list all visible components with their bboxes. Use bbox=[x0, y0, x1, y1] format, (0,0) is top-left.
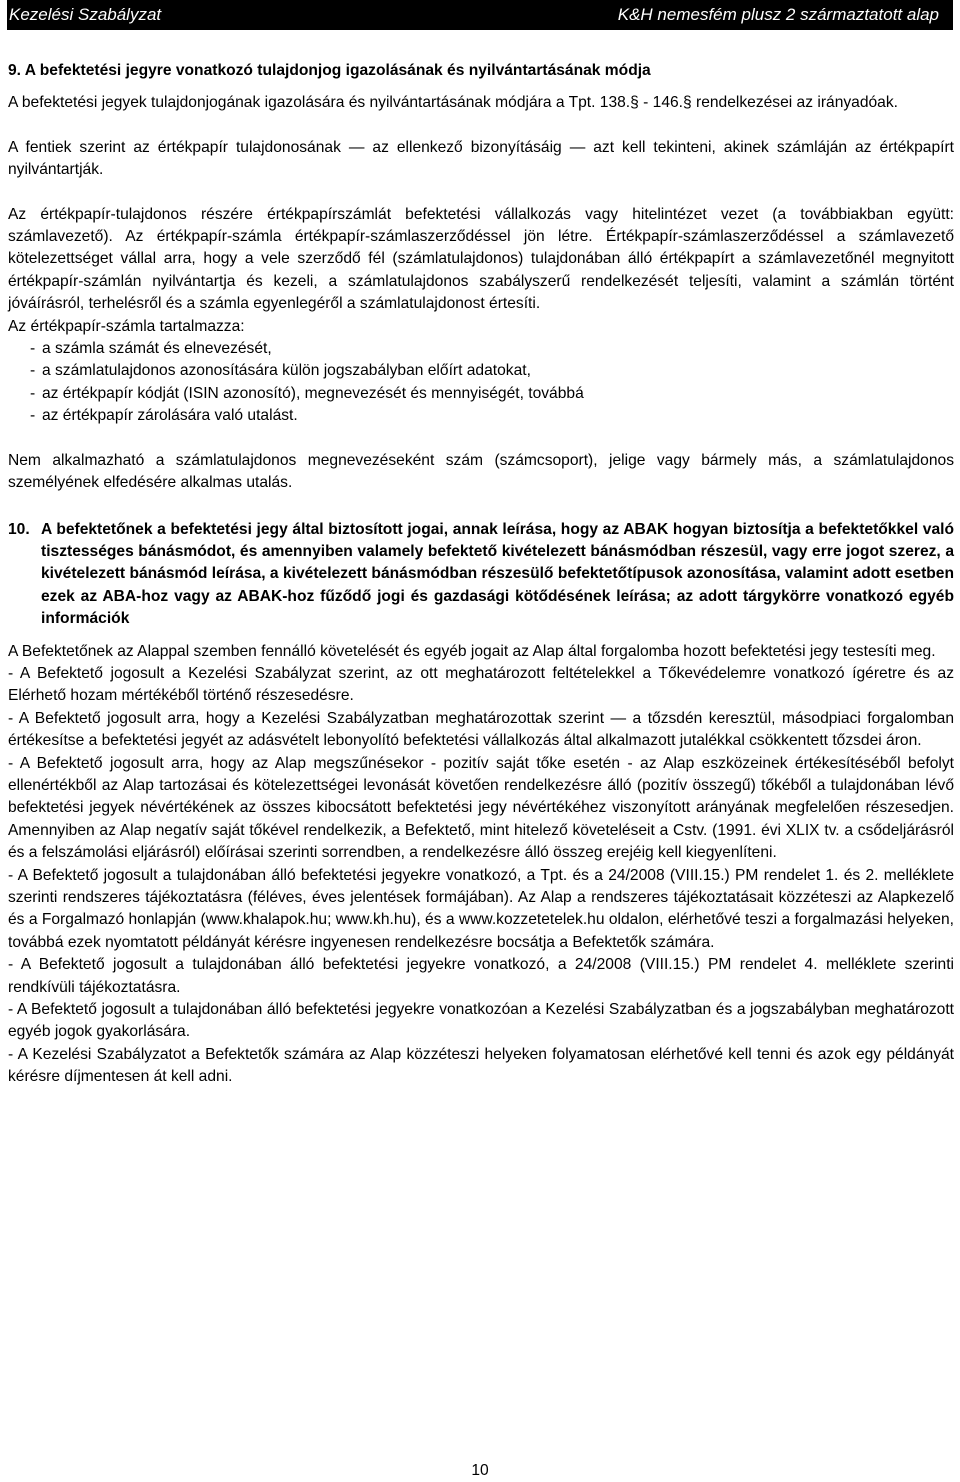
list-dash: - bbox=[30, 407, 36, 425]
section-10-number: 10. bbox=[8, 520, 30, 538]
rights-bullet: - A Befektető jogosult arra, hogy a Kezelési Szabályzatban meghatározottak szerint — a tőzsdén keresztül, másodpiaci forgalomban értékesítse a befektetési jegyét az adásvételt lebonyolító befektetési vállalkozás által alkalmazott jutalékkal csökkentett tőzsdei áron. bbox=[8, 709, 954, 750]
rights-bullet: - A Befektető jogosult a tulajdonában álló befektetési jegyekre vonatkozó, a 24/2008 (VIII.15.) PM rendelet 4. melléklete szerinti rendkívüli tájékoztatásra. bbox=[8, 956, 954, 996]
section-9-heading: 9. A befektetési jegyre vonatkozó tulajdonjog igazolásának és nyilvántartásának módja bbox=[8, 62, 651, 79]
rights-bullet: - A Befektető jogosult a tulajdonában álló befektetési jegyekre vonatkozóan a Kezelési Szabályzatban és a jogszabályban meghatározott egyéb jogok gyakorlására. bbox=[8, 1001, 954, 1041]
section-9-paragraph-5: Nem alkalmazható a számlatulajdonos megnevezéseként szám (számcsoport), jelige vagy bármely más, a számlatulajdonos személyének elfedésére alkalmas utalás. bbox=[8, 451, 954, 492]
section-10-heading bbox=[8, 519, 954, 631]
section-9-paragraph-4: Az értékpapír-számla tartalmazza: bbox=[8, 317, 245, 335]
rights-bullet: - A Befektető jogosult a tulajdonában álló befektetési jegyekre vonatkozó, a Tpt. és a 24/2008 (VIII.15.) PM rendelet 1. és 2. melléklete szerinti rendszeres tájékoztatásra (féléves, éves jelentések formájában). Az Alap a rendszeres tájékoztatásait közzéteszi az Alapkezelő és a Forgalmazó honlapján (www.khalapok.hu; www.kh.hu), és a www.kozzetetelek.hu oldalon, elérhetővé teszi a forgalmazási helyeken, továbbá ezek nyomtatott példányát kérésre ingyenesen rendelkezésre bocsátja a Befektetők számára. bbox=[8, 866, 954, 951]
rights-bullet: - A Kezelési Szabályzatot a Befektetők számára az Alap közzéteszi helyeken folyamatosan elérhetővé kell tenni és azok egy példányát kérésre díjmentesen át kell adni. bbox=[8, 1045, 954, 1086]
rights-bullet: - A Befektető jogosult a Kezelési Szabályzat szerint, az ott meghatározott feltételekkel a Tőkevédelemre vonatkozó ígéretre és az Elérhető hozam mértékéből történő részesedésre. bbox=[8, 664, 954, 705]
section-9-paragraph-2: A fentiek szerint az értékpapír tulajdonosának — az ellenkező bizonyításáig — azt kell tekinteni, akinek számláján az értékpapírt nyilvántartják. bbox=[8, 138, 954, 179]
list-dash: - bbox=[30, 362, 36, 380]
section-10-paragraph-1: A Befektetőnek az Alappal szemben fennálló követelését és egyéb jogait az Alap által forgalomba hozott befektetési jegy testesíti meg. bbox=[8, 642, 936, 660]
account-contents-list bbox=[8, 338, 954, 428]
header-left-title: Kezelési Szabályzat bbox=[9, 5, 162, 24]
section-9-paragraph-3: Az értékpapír-tulajdonos részére értékpapírszámlát befektetési vállalkozás vagy hitelintézet vezet (a továbbiakban együtt: számlavezető). Az értékpapír-számla értékpapír-számlaszerződéssel jön létre. Értékpapír-számlaszerződéssel a számlavezető kötelezettséget vállal arra, hogy a vele szerződő fél (számlatulajdonos) tulajdonában álló értékpapírt a számlavezetőnél megnyitott értékpapír-számlán nyilvántartja és kezeli, a számlatulajdonos szabályszerű rendelkezését teljesíti, valamint a számlán történt jóváírásról, terhelésről és a számla egyenlegéről a számlatulajdonost értesíti. bbox=[8, 205, 954, 313]
section-10-heading-text: A befektetőnek a befektetési jegy által biztosított jogai, annak leírása, hogy az ABAK hogyan biztosítja a befektetőkkel való tisztességes bánásmódot, és amennyiben valamely befektető kivételezett bánásmódban részesül, vagy erre jogot szerez, a kivételezett bánásmód leírása, a kivételezett bánásmódban részesülő befektetőtípusok azonosítása, valamint adott esetben ezek az ABA-hoz vagy az ABAK-hoz fűződő jogi és gazdasági kötődésének leírása; az adott tárgykörre vonatkozó egyéb információk bbox=[41, 520, 954, 628]
page-header bbox=[7, 0, 953, 30]
section-9-paragraph-1: A befektetési jegyek tulajdonjogának igazolására és nyilvántartásának módjára a Tpt. 138.§ - 146.§ rendelkezései az irányadóak. bbox=[8, 94, 898, 112]
list-item: - az értékpapír zárolására való utalást. bbox=[8, 405, 954, 427]
header-right-title: K&H nemesfém plusz 2 származtatott alap bbox=[617, 5, 939, 24]
page-number: 10 bbox=[471, 1462, 489, 1479]
page-content bbox=[8, 60, 954, 1089]
list-item: - a számla számát és elnevezését, bbox=[8, 338, 954, 360]
rights-bullet: - A Befektető jogosult arra, hogy az Alap megszűnésekor - pozitív saját tőke esetén - az Alap eszközeinek értékesítéséből befolyt ellenértékből az Alap tartozásai és kötelezettségei levonását követően rendelkezésre álló (pozitív összegű) tőkéből a tulajdonában lévő befektetési jegyek névértékének az összes kibocsátott befektetési jegy névértékéhez viszonyított arányának megfelelően részesedjen. Amennyiben az Alap negatív saját tőkével rendelkezik, a Befektető, mint hitelező követeléseit a Cstv. (1991. évi XLIX tv. a csődeljárásról és a felszámolási eljárásról) előírásai szerinti sorrendben, a rendelkezésre álló összeg erejéig kell kiegyenlíteni. bbox=[8, 754, 954, 862]
list-item: - az értékpapír kódját (ISIN azonosító), megnevezését és mennyiségét, továbbá bbox=[8, 383, 954, 405]
list-dash: - bbox=[30, 340, 36, 358]
list-item: - a számlatulajdonos azonosítására külön jogszabályban előírt adatokat, bbox=[8, 360, 954, 382]
list-dash: - bbox=[30, 384, 36, 402]
